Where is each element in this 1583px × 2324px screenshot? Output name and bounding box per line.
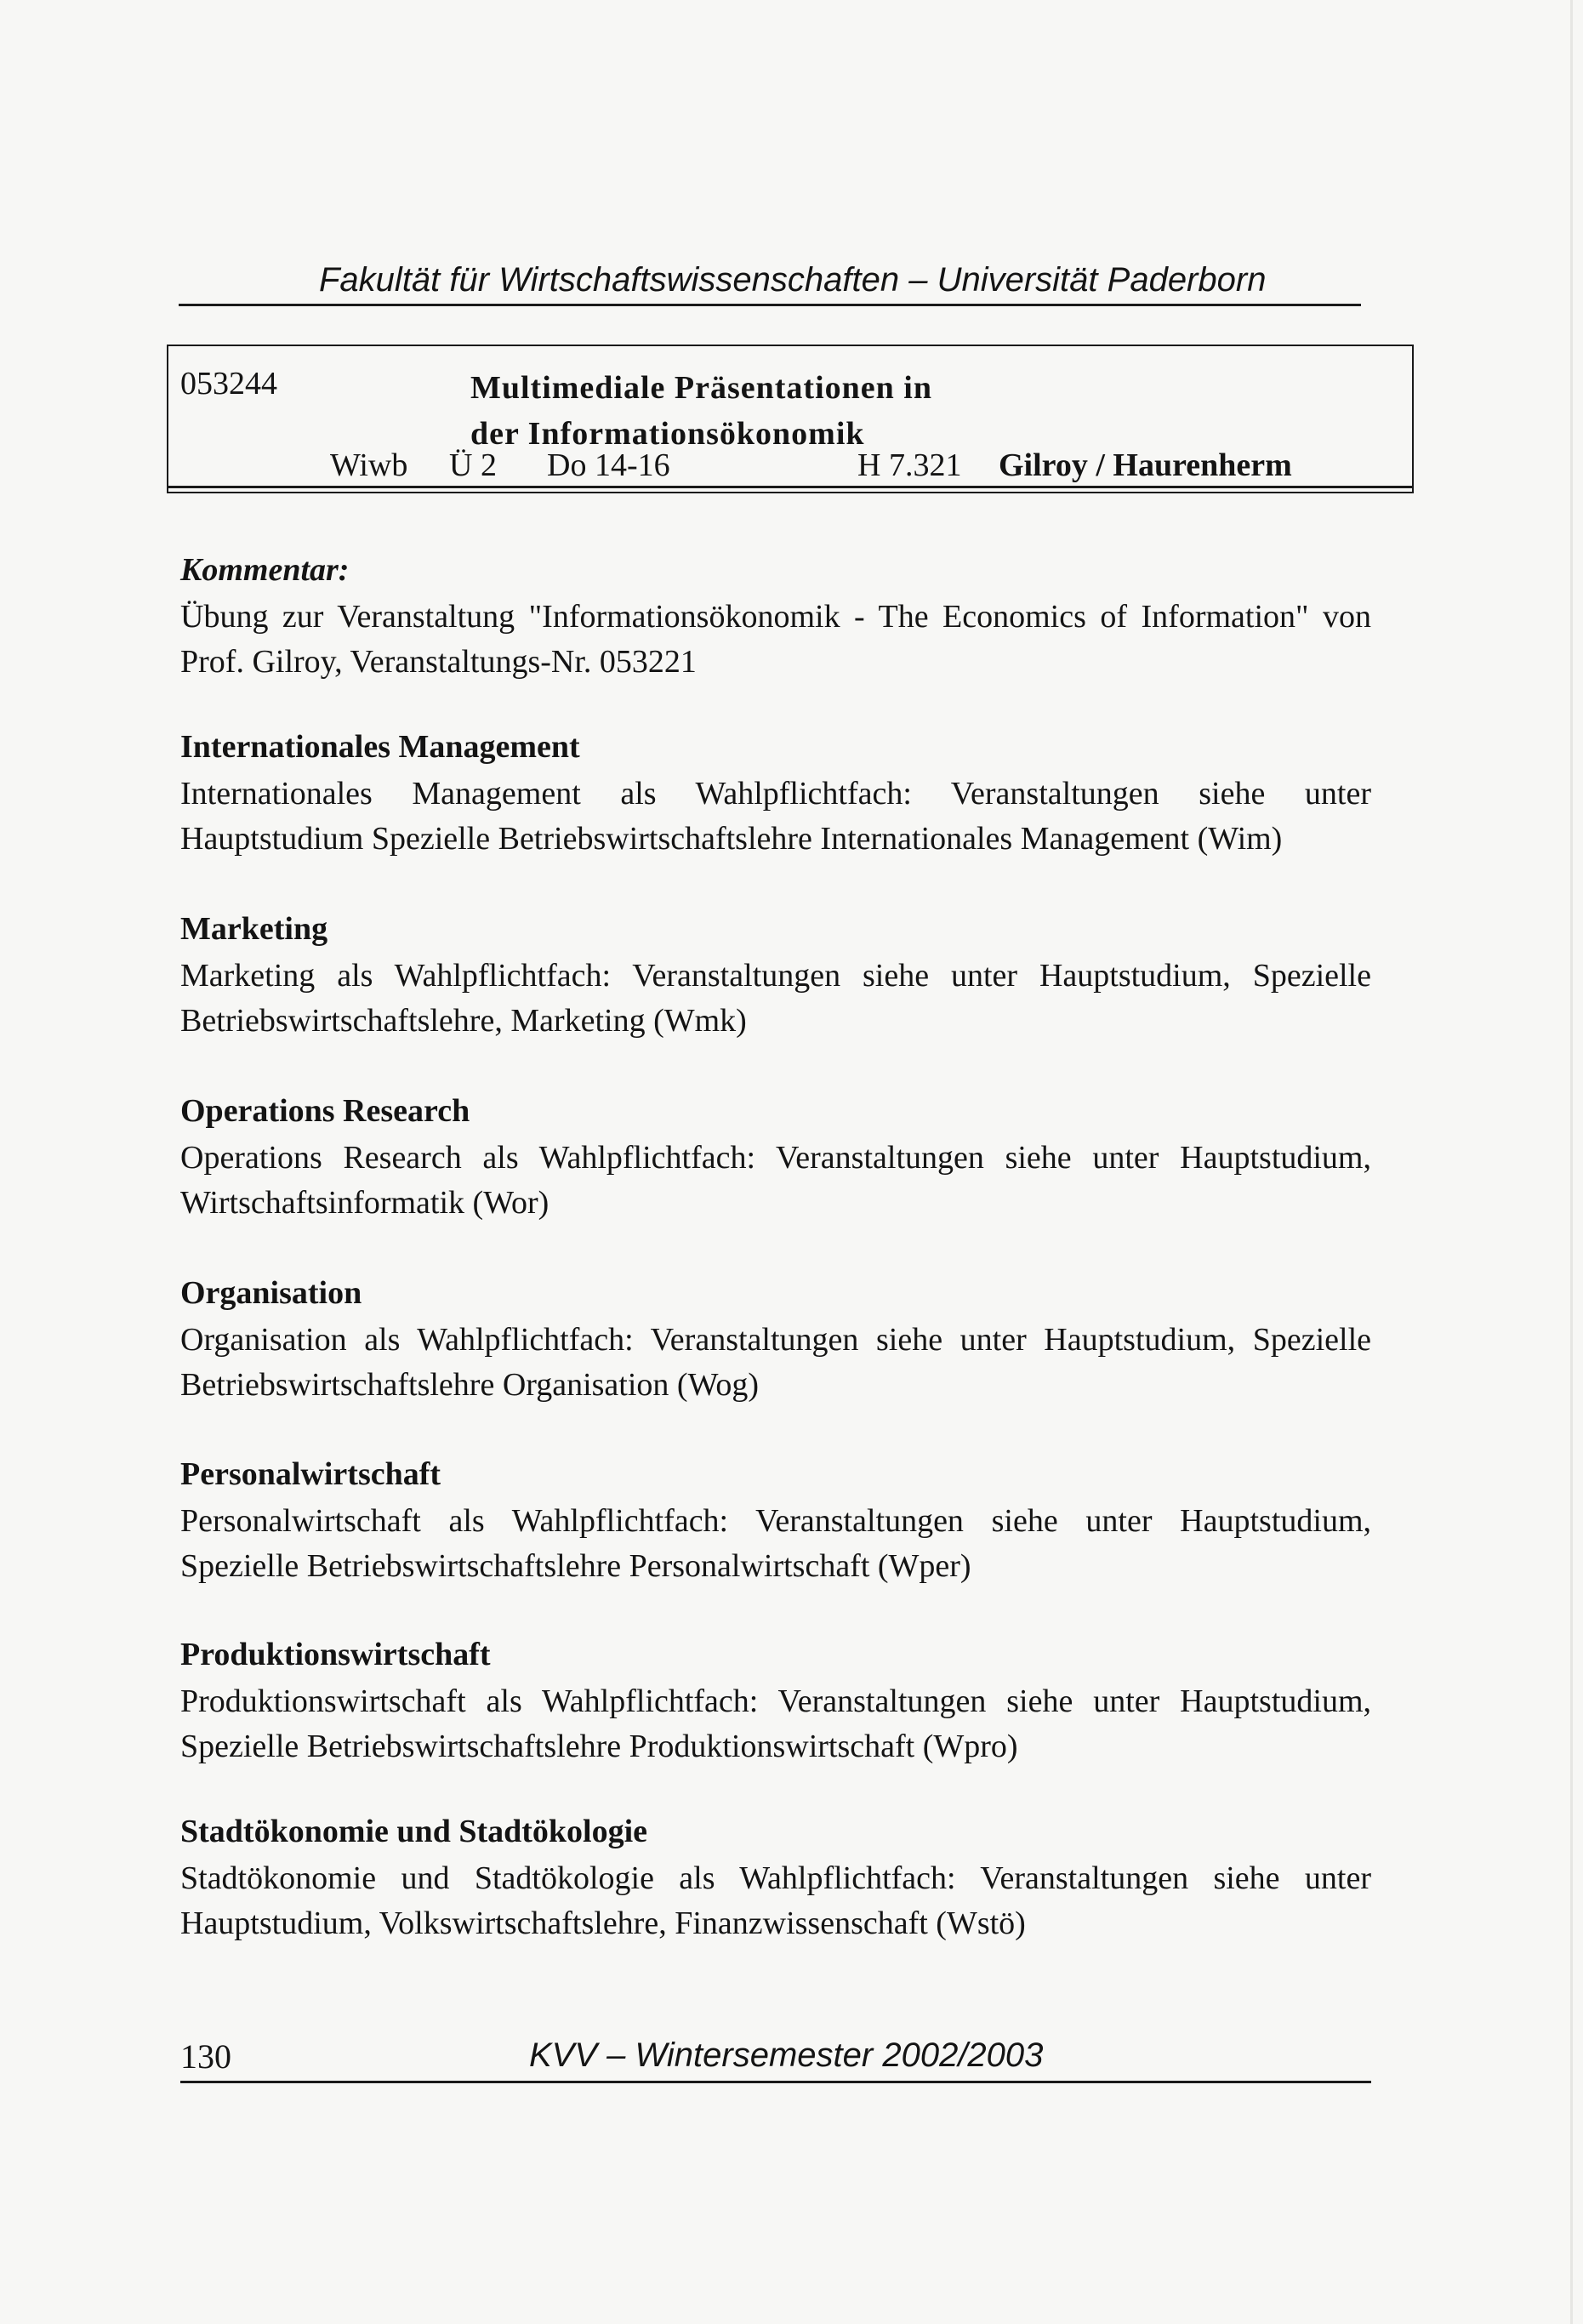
section-heading: Produktionswirtschaft bbox=[180, 1637, 491, 1672]
section-text: Organisation als Wahlpflichtfach: Veranstaltungen siehe unter Hauptstudium, Spezielle Betriebswirtschaftslehre Organisation (Wog) bbox=[180, 1322, 1371, 1403]
page-header bbox=[179, 259, 1361, 306]
course-entry-box bbox=[167, 345, 1414, 493]
page-footer bbox=[180, 2033, 1371, 2083]
faculty-title: Fakultät für Wirtschaftswissenschaften – Universität Paderborn bbox=[319, 261, 1267, 299]
course-time: Do 14-16 bbox=[547, 447, 670, 483]
page-number: 130 bbox=[180, 2037, 231, 2076]
course-room: H 7.321 bbox=[857, 447, 962, 483]
section-organisation bbox=[180, 1272, 1371, 1408]
section-text: Marketing als Wahlpflichtfach: Veranstaltungen siehe unter Hauptstudium, Spezielle Betriebswirtschaftslehre, Marketing (Wmk) bbox=[180, 958, 1371, 1039]
page-edge bbox=[1570, 0, 1573, 2324]
course-title bbox=[470, 365, 932, 457]
comment-heading: Kommentar: bbox=[180, 552, 350, 588]
course-box-rule bbox=[168, 486, 1412, 488]
section-heading: Stadtökonomie und Stadtökologie bbox=[180, 1814, 648, 1849]
section-heading: Operations Research bbox=[180, 1093, 470, 1129]
course-number: 053244 bbox=[180, 366, 277, 402]
semester-title: KVV – Wintersemester 2002/2003 bbox=[529, 2036, 1044, 2074]
section-text: Stadtökonomie und Stadtökologie als Wahlpflichtfach: Veranstaltungen siehe unter Hauptstudium, Volkswirtschaftslehre, Finanzwissenschaft (Wstö) bbox=[180, 1860, 1371, 1941]
section-produktionswirtschaft bbox=[180, 1633, 1371, 1769]
course-type: Ü 2 bbox=[449, 447, 497, 483]
course-area: Wiwb bbox=[330, 447, 408, 483]
section-heading: Marketing bbox=[180, 911, 328, 947]
section-text: Personalwirtschaft als Wahlpflichtfach: Veranstaltungen siehe unter Hauptstudium, Spezielle Betriebswirtschaftslehre Personalwirtschaft (Wper) bbox=[180, 1503, 1371, 1584]
section-heading: Organisation bbox=[180, 1275, 362, 1311]
section-heading: Internationales Management bbox=[180, 729, 580, 765]
section-stadtoekonomie bbox=[180, 1810, 1371, 1946]
section-text: Produktionswirtschaft als Wahlpflichtfach: Veranstaltungen siehe unter Hauptstudium, Spezielle Betriebswirtschaftslehre Produktionswirtschaft (Wpro) bbox=[180, 1683, 1371, 1764]
section-operations-research bbox=[180, 1090, 1371, 1226]
course-lecturers: Gilroy / Haurenherm bbox=[999, 447, 1292, 483]
section-heading: Personalwirtschaft bbox=[180, 1456, 441, 1492]
section-marketing bbox=[180, 908, 1371, 1044]
section-text: Internationales Management als Wahlpflichtfach: Veranstaltungen siehe unter Hauptstudium Spezielle Betriebswirtschaftslehre Internationales Management (Wim) bbox=[180, 776, 1371, 857]
course-title-line-2: der Informationsökonomik bbox=[470, 416, 865, 452]
section-personalwirtschaft bbox=[180, 1453, 1371, 1589]
section-internationales-management bbox=[180, 726, 1371, 862]
section-text: Operations Research als Wahlpflichtfach: Veranstaltungen siehe unter Hauptstudium, Wirtschaftsinformatik (Wor) bbox=[180, 1140, 1371, 1221]
course-title-line-1: Multimediale Präsentationen in bbox=[470, 370, 932, 406]
comment-text: Übung zur Veranstaltung "Informationsökonomik - The Economics of Information" von Prof. Gilroy, Veranstaltungs-Nr. 053221 bbox=[180, 599, 1371, 680]
comment-section bbox=[180, 549, 1371, 685]
